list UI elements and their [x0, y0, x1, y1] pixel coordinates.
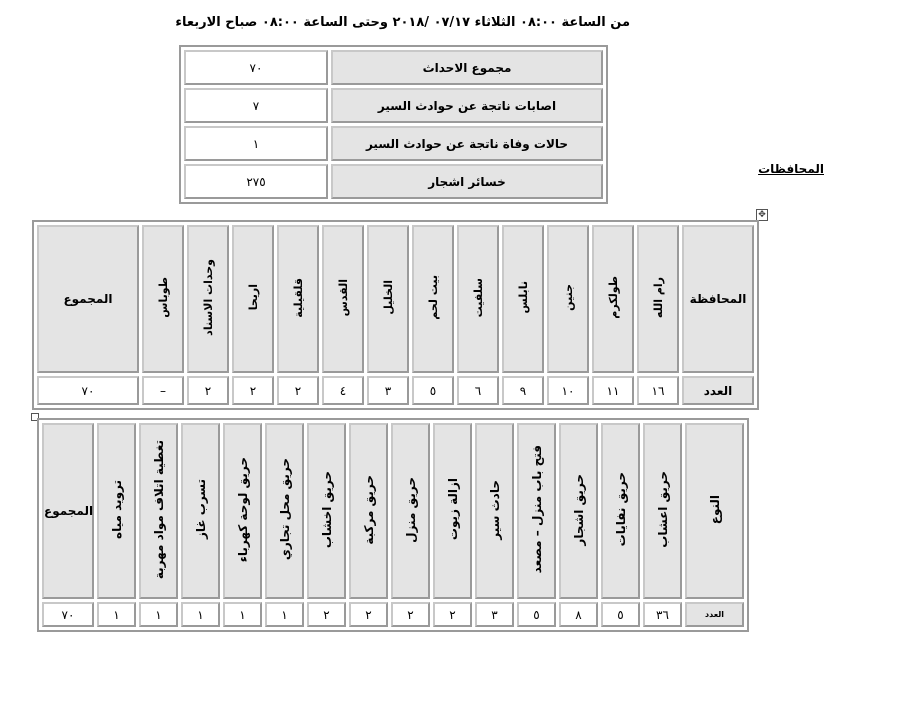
- type-header-col: [517, 423, 556, 599]
- gov-header-col: [457, 225, 499, 373]
- table-row: [42, 602, 744, 627]
- type-header-col-text: حريق اخشاب: [319, 470, 334, 549]
- governorates-table: [32, 220, 759, 410]
- type-header-col: [391, 423, 430, 599]
- gov-header-col-text: طوباس: [156, 277, 170, 318]
- gov-header-col-text: قلقيلية: [291, 277, 305, 318]
- table-row: [37, 376, 754, 405]
- type-count-cell: ١: [223, 602, 262, 627]
- gov-header-col-text: جنين: [561, 284, 575, 311]
- gov-header-col: [322, 225, 364, 373]
- gov-count-cell: ٩: [502, 376, 544, 405]
- summary-label-deaths: حالات وفاة ناتجة عن حوادث السير: [331, 126, 603, 161]
- type-header-col-text: حريق اشجار: [571, 473, 586, 546]
- summary-value-injuries: ٧: [184, 88, 328, 123]
- table-row: [184, 50, 603, 85]
- gov-header-col-text: اريحا: [246, 284, 260, 311]
- type-count-total: ٧٠: [42, 602, 94, 627]
- type-row-label: العدد: [685, 602, 744, 627]
- gov-header-col-text: الخليل: [381, 280, 395, 315]
- gov-header-col-text: بيت لحم: [426, 275, 440, 320]
- gov-count-total: ٧٠: [37, 376, 139, 405]
- gov-header-col-text: طولكرم: [606, 276, 620, 319]
- summary-table: [179, 45, 608, 204]
- type-count-cell: ٢: [391, 602, 430, 627]
- gov-count-cell: ٤: [322, 376, 364, 405]
- type-count-cell: ١: [181, 602, 220, 627]
- table-header-row: [42, 423, 744, 599]
- governorates-heading: المحافظات: [758, 162, 824, 176]
- summary-value-deaths: ١: [184, 126, 328, 161]
- gov-header-col: [592, 225, 634, 373]
- type-header-total: المجموع: [42, 423, 94, 599]
- gov-count-cell: ٢: [277, 376, 319, 405]
- type-header-col-text: حريق اعشاب: [655, 471, 670, 548]
- gov-header-col: [187, 225, 229, 373]
- type-header-col: [307, 423, 346, 599]
- type-header-col-text: ازالة زيوت: [445, 478, 460, 541]
- type-count-cell: ٢: [307, 602, 346, 627]
- gov-count-cell: ٢: [187, 376, 229, 405]
- type-header-col-text: حريق مركبة: [361, 474, 376, 545]
- gov-header-first: المحافظة: [682, 225, 754, 373]
- type-header-col-text: حريق نفايات: [613, 472, 628, 547]
- table-header-row: [37, 225, 754, 373]
- gov-header-total: المجموع: [37, 225, 139, 373]
- summary-value-tree-loss: ٢٧٥: [184, 164, 328, 199]
- gov-header-col-text: رام الله: [651, 276, 665, 319]
- type-header-first-text: النوع: [707, 494, 722, 525]
- gov-count-cell: ٥: [412, 376, 454, 405]
- gov-header-col: [367, 225, 409, 373]
- type-count-cell: ٨: [559, 602, 598, 627]
- gov-count-cell: ١١: [592, 376, 634, 405]
- gov-header-col: [142, 225, 184, 373]
- type-header-first: [685, 423, 744, 599]
- gov-count-cell: ٢: [232, 376, 274, 405]
- type-count-cell: ١: [139, 602, 178, 627]
- table-row: [184, 164, 603, 199]
- gov-count-cell: –: [142, 376, 184, 405]
- gov-header-col: [277, 225, 319, 373]
- table-move-handle-icon[interactable]: ✥: [756, 209, 768, 221]
- type-header-col-text: حادث سير: [487, 479, 502, 540]
- type-header-col: [349, 423, 388, 599]
- summary-label-total-events: مجموع الاحداث: [331, 50, 603, 85]
- type-count-cell: ٥: [517, 602, 556, 627]
- table-row: [184, 126, 603, 161]
- type-header-col: [559, 423, 598, 599]
- gov-count-cell: ١٠: [547, 376, 589, 405]
- type-header-col: [601, 423, 640, 599]
- summary-label-tree-loss: خسائر اشجار: [331, 164, 603, 199]
- type-count-cell: ١: [265, 602, 304, 627]
- gov-header-col: [412, 225, 454, 373]
- type-header-col: [475, 423, 514, 599]
- type-count-cell: ١: [97, 602, 136, 627]
- gov-header-col: [637, 225, 679, 373]
- gov-row-label: العدد: [682, 376, 754, 405]
- type-header-col-text: حريق منزل: [403, 476, 418, 543]
- gov-header-col-text: القدس: [336, 278, 350, 317]
- gov-header-col-text: سلفيت: [471, 277, 485, 318]
- type-header-col-text: ترويد مياه: [109, 480, 124, 539]
- gov-header-col-text: نابلس: [516, 281, 530, 314]
- type-count-cell: ٣٦: [643, 602, 682, 627]
- summary-value-total-events: ٧٠: [184, 50, 328, 85]
- type-header-col-text: فتح باب منزل – مصعد: [529, 445, 544, 574]
- type-header-col-text: تسرب غاز: [193, 479, 208, 540]
- type-count-cell: ٣: [475, 602, 514, 627]
- type-header-col: [433, 423, 472, 599]
- type-header-col-text: تغطية اتلاف مواد مهربة: [151, 439, 166, 580]
- type-count-cell: ٢: [433, 602, 472, 627]
- report-period-line: من الساعة ٠٨:٠٠ الثلاثاء ٠٧/١٧ /٢٠١٨ وحتى الساعة ٠٨:٠٠ صباح الاربعاء: [175, 15, 630, 30]
- type-count-cell: ٢: [349, 602, 388, 627]
- gov-header-col: [547, 225, 589, 373]
- type-header-col: [139, 423, 178, 599]
- incident-types-table: [37, 418, 749, 632]
- summary-label-injuries: اصابات ناتجة عن حوادث السير: [331, 88, 603, 123]
- type-count-cell: ٥: [601, 602, 640, 627]
- gov-header-col: [232, 225, 274, 373]
- table-row: [184, 88, 603, 123]
- gov-header-col: [502, 225, 544, 373]
- type-header-col: [181, 423, 220, 599]
- type-header-col: [97, 423, 136, 599]
- type-header-col: [643, 423, 682, 599]
- type-header-col-text: حريق لوحة كهرباء: [235, 456, 250, 563]
- gov-count-cell: ٦: [457, 376, 499, 405]
- type-header-col-text: حريق محل تجاري: [277, 458, 292, 561]
- gov-header-col-text: وحدات الاسناد: [201, 259, 215, 336]
- type-header-col: [223, 423, 262, 599]
- gov-count-cell: ١٦: [637, 376, 679, 405]
- gov-count-cell: ٣: [367, 376, 409, 405]
- type-header-col: [265, 423, 304, 599]
